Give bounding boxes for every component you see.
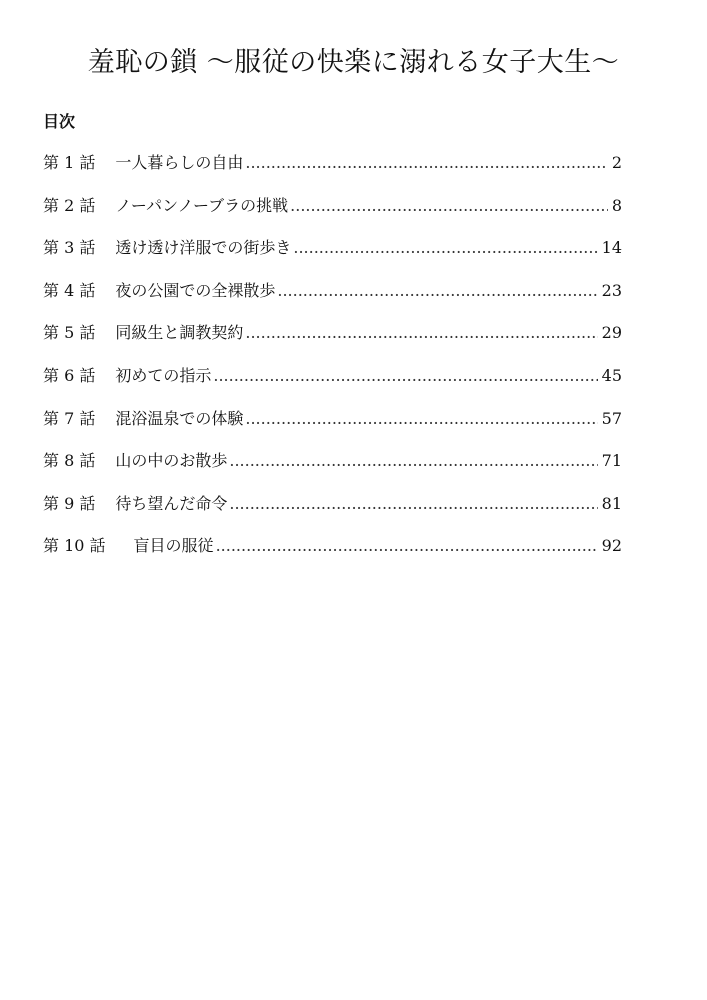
toc-entry	[43, 533, 622, 576]
chapter-number: 第 2 話	[43, 195, 96, 215]
chapter-number: 第 5 話	[43, 323, 96, 343]
dot-leader	[290, 193, 608, 219]
chapter-title: ノーパンノーブラの挑戦	[115, 195, 289, 215]
toc-entry	[43, 150, 622, 193]
toc-heading: 目次	[43, 112, 76, 131]
toc-entry	[43, 320, 622, 363]
toc-list	[43, 150, 622, 576]
chapter-number: 第 4 話	[43, 280, 96, 300]
page-number: 2	[611, 153, 622, 172]
chapter-number: 第 10 話	[43, 536, 106, 556]
chapter-title: 一人暮らしの自由	[115, 153, 244, 172]
toc-entry	[43, 491, 622, 534]
dot-leader	[229, 448, 597, 474]
dot-leader	[213, 363, 597, 389]
chapter-number: 第 9 話	[43, 493, 96, 513]
chapter-number: 第 1 話	[43, 153, 96, 172]
dot-leader	[245, 320, 597, 346]
page-number: 71	[601, 451, 622, 471]
chapter-title: 混浴温泉での体験	[115, 408, 244, 428]
chapter-number: 第 8 話	[43, 451, 96, 471]
toc-entry	[43, 406, 622, 449]
dot-leader	[245, 150, 607, 176]
dot-leader	[277, 278, 597, 304]
page-number: 14	[601, 238, 622, 258]
toc-entry	[43, 363, 622, 406]
dot-leader	[216, 533, 598, 559]
chapter-title: 待ち望んだ命令	[115, 493, 228, 513]
dot-leader	[245, 406, 597, 432]
dot-leader	[229, 491, 597, 517]
document-title: 羞恥の鎖 ～服従の快楽に溺れる女子大生～	[87, 47, 620, 78]
toc-entry	[43, 278, 622, 321]
dot-leader	[293, 235, 597, 261]
chapter-title: 盲目の服従	[133, 536, 214, 556]
page-number: 8	[611, 195, 622, 215]
chapter-title: 透け透け洋服での街歩き	[115, 238, 292, 258]
chapter-number: 第 6 話	[43, 365, 96, 385]
chapter-title: 夜の公園での全裸散歩	[115, 280, 276, 300]
page-number: 81	[601, 493, 622, 513]
chapter-title: 山の中のお散歩	[115, 451, 228, 471]
page-number: 29	[601, 323, 622, 343]
toc-entry	[43, 193, 622, 236]
page-number: 23	[601, 280, 622, 300]
page-number: 57	[601, 408, 622, 428]
chapter-title: 初めての指示	[115, 365, 212, 385]
chapter-number: 第 3 話	[43, 238, 96, 258]
chapter-number: 第 7 話	[43, 408, 96, 428]
page-number: 92	[601, 536, 622, 556]
toc-entry	[43, 235, 622, 278]
chapter-title: 同級生と調教契約	[115, 323, 244, 343]
page-number: 45	[601, 365, 622, 385]
toc-entry	[43, 448, 622, 491]
